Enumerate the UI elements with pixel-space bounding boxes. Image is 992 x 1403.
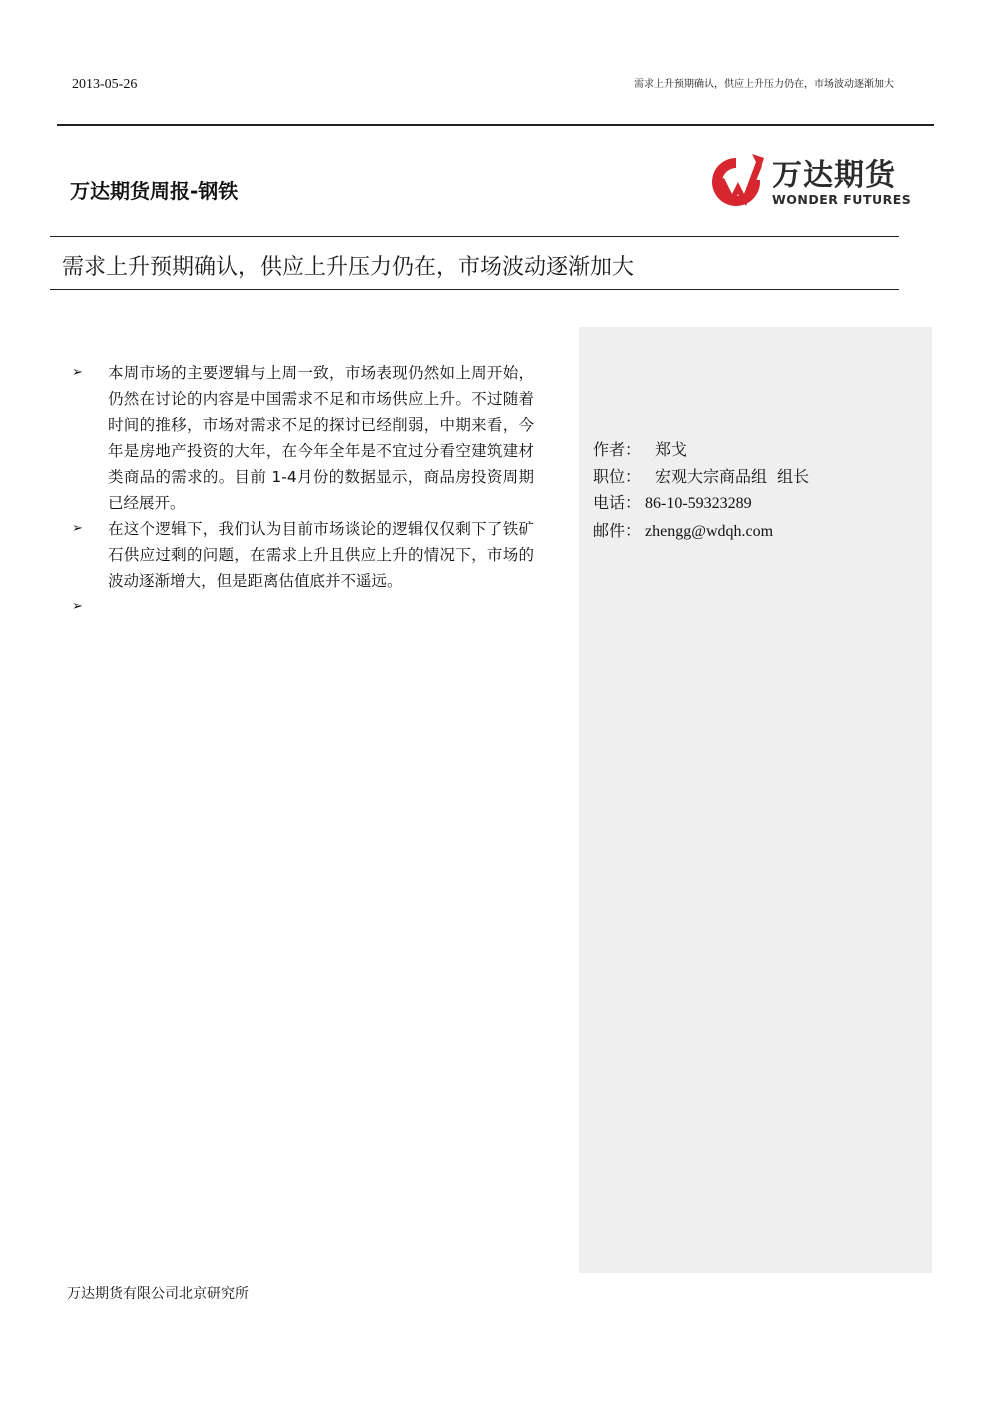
author-position: 宏观大宗商品组 组长 (655, 466, 810, 486)
author-email-row (593, 518, 809, 546)
summary-item (72, 360, 534, 516)
author-position-row (593, 464, 809, 491)
wonder-futures-logo-icon (706, 148, 770, 212)
arrow-bullet-icon: ➢ (72, 521, 83, 536)
headline-top-rule (50, 236, 899, 237)
report-date: 2013-05-26 (72, 77, 138, 92)
author-name-label: 作者： (593, 440, 642, 459)
report-headline: 需求上升预期确认，供应上升压力仍在，市场波动逐渐加大 (62, 255, 635, 280)
summary-item (72, 516, 534, 594)
author-phone-label: 电话： (593, 493, 642, 512)
logo-name-en: WONDER FUTURES (772, 192, 912, 207)
summary-list (72, 360, 534, 620)
arrow-bullet-icon: ➢ (72, 365, 83, 380)
header-subtitle: 需求上升预期确认，供应上升压力仍在，市场波动逐渐加大 (634, 79, 894, 90)
author-name-row (593, 437, 809, 464)
author-position-label: 职位： (593, 466, 642, 486)
summary-text (108, 598, 113, 616)
headline-bottom-rule (50, 289, 899, 290)
summary-item (72, 594, 534, 620)
author-email[interactable]: zhengg@wdqh.com (645, 522, 774, 540)
author-info (593, 437, 809, 545)
author-phone-row (593, 490, 809, 518)
report-title: 万达期货周报-钢铁 (70, 179, 239, 203)
author-phone: 86-10-59323289 (645, 495, 752, 512)
footer-organization: 万达期货有限公司北京研究所 (67, 1286, 249, 1302)
author-name: 郑戈 (655, 440, 688, 459)
summary-text: 本周市场的主要逻辑与上周一致，市场表现仍然如上周开始，仍然在讨论的内容是中国需求不足和市场供应上升。不过随着时间的推移，市场对需求不足的探讨已经削弱，中期来看，今年是房地产投资的大年，在今年全年是不宜过分看空建筑建材类商品的需求的。目前 1-4月份的数据显示，商品房投资周期已经展开。 (108, 364, 534, 512)
arrow-bullet-icon: ➢ (72, 599, 83, 614)
summary-text: 在这个逻辑下，我们认为目前市场谈论的逻辑仅仅剩下了铁矿石供应过剩的问题，在需求上升且供应上升的情况下，市场的波动逐渐增大，但是距离估值底并不遥远。 (108, 520, 534, 590)
company-logo (706, 148, 916, 214)
author-sidebar (579, 327, 932, 1273)
logo-name-cn: 万达期货 (772, 158, 896, 193)
header-rule (57, 124, 934, 126)
author-email-label: 邮件： (593, 520, 642, 540)
